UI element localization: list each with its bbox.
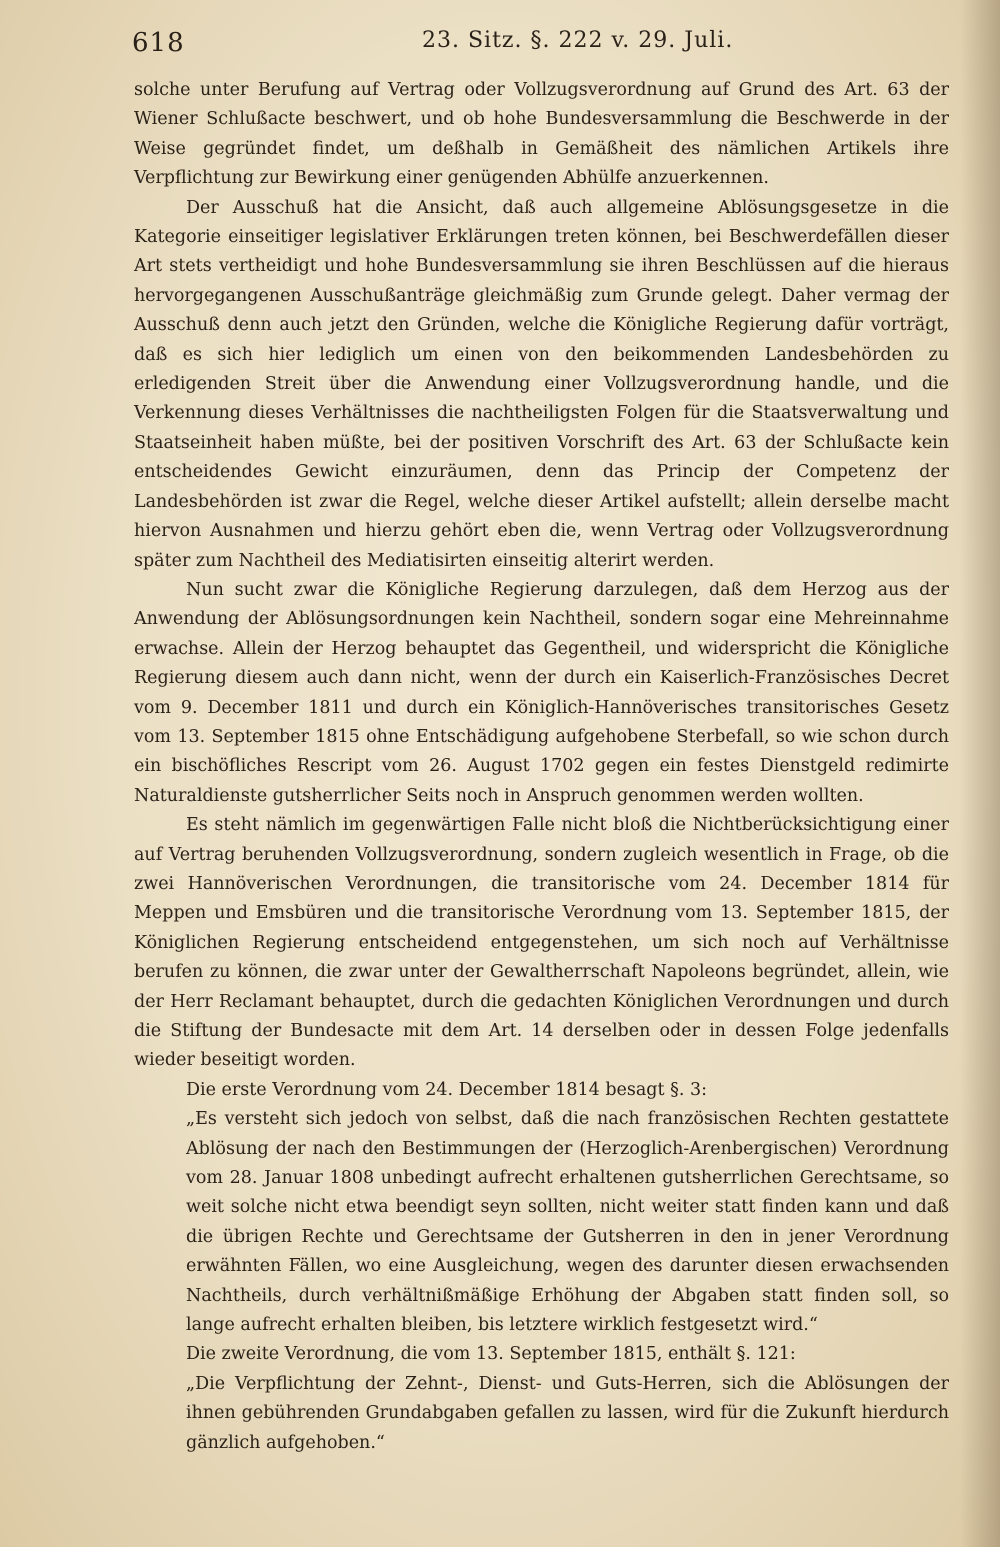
running-head: 23. Sitz. §. 222 v. 29. Juli. [422, 28, 734, 53]
paragraph-second-ordinance-intro: Die zweite Verordnung, die vom 13. September 1815, enthält §. 121: [186, 1344, 796, 1365]
quote-second-ordinance: „Die Verpflichtung der Zehnt-, Dienst- und Guts-Herren, sich die Ablösungen der ihnen gebührenden Grundabgaben gefallen zu lassen, wird für die Zukunft hierdurch gänzlich aufgehoben.“ [186, 1373, 949, 1453]
quote-first-ordinance: „Es versteht sich jedoch von selbst, daß die nach französischen Rechten gestattete Ablösung der nach den Bestimmungen der (Herzoglich-Arenbergischen) Verordnung vom 28. Januar 1808 unbedingt aufrecht erhaltenen gutsherrlichen Gerechtsame, so weit solche nicht etwa beendigt seyn sollten, nicht weiter statt finden kann und daß die übrigen Rechte und Gerechtsame der Gutsherren in den in jener Verordnung erwähnten Fällen, wo eine Ausgleichung, wegen des darunter diesen erwachsenden Nachtheils, durch verhältnißmäßige Erhöhung der Abgaben statt finden soll, so lange aufrecht erhalten bleiben, bis letztere wirklich festgesetzt wird.“ [186, 1109, 949, 1336]
paragraph-committee-view: Der Ausschuß hat die Ansicht, daß auch allgemeine Ablösungsgesetze in die Kategorie einseitiger legislativer Erklärungen treten können, bei Beschwerdefällen dieser Art stets vertheidigt und hohe Bundesversammlung sie ihren Beschlüssen auf die hieraus hervorgegangenen Ausschußanträge gleichmäßig zum Grunde gelegt. Daher vermag der Ausschuß denn auch jetzt den Gründen, welche die Königliche Regierung dafür vorträgt, daß es sich hier lediglich um einen von den beikommenden Landesbehörden zu erledigenden Streit über die Anwendung einer Vollzugsverordnung handle, und die Verkennung dieses Verhältnisses die nachtheiligsten Folgen für die Staatsverwaltung und Staatseinheit haben müßte, bei der positiven Vorschrift des Art. 63 der Schlußacte kein entscheidendes Gewicht einzuräumen, denn das Princip der Competenz der Landesbehörden ist zwar die Regel, welche dieser Artikel aufstellt; allein derselbe macht hiervon Ausnahmen und hierzu gehört eben die, wenn Vertrag oder Vollzugsverordnung später zum Nachtheil des Mediatisirten einseitig alterirt werden. [134, 197, 949, 571]
paragraph-question: Es steht nämlich im gegenwärtigen Falle nicht bloß die Nichtberücksichtigung einer auf Vertrag beruhenden Vollzugsverordnung, sondern zugleich wesentlich in Frage, ob die zwei Hannöverischen Verordnungen, die transitorische vom 24. December 1814 für Meppen und Emsbüren und die transitorische Verordnung vom 13. September 1815, der Königlichen Regierung entscheidend entgegenstehen, um sich noch auf Verhältnisse berufen zu können, die zwar unter der Gewaltherrschaft Napoleons begründet, allein, wie der Herr Reclamant behauptet, durch die gedachten Königlichen Verordnungen und durch die Stiftung der Bundesacte mit dem Art. 14 derselben oder in dessen Folge jedenfalls wieder beseitigt worden. [134, 815, 949, 1071]
paragraph-first-ordinance-intro: Die erste Verordnung vom 24. December 1814 besagt §. 3: [186, 1079, 708, 1100]
paragraph-continuation: solche unter Berufung auf Vertrag oder Vollzugsverordnung auf Grund des Art. 63 der Wiener Schlußacte beschwert, und ob hohe Bundesversammlung die Beschwerde in der Weise gegründet findet, um deßhalb in Gemäßheit des nämlichen Artikels ihre Verpflichtung zur Bewirkung einer genügenden Abhülfe anzuerkennen. [134, 80, 949, 189]
page-number: 618 [132, 28, 185, 58]
body-text [134, 76, 949, 1458]
page-spine-shadow [960, 0, 1000, 1547]
page-header [132, 28, 950, 64]
paragraph-government-argument: Nun sucht zwar die Königliche Regierung darzulegen, daß dem Herzog aus der Anwendung der Ablösungsordnungen kein Nachtheil, sondern sogar eine Mehreinnahme erwachse. Allein der Herzog behauptet das Gegentheil, und widerspricht die Königliche Regierung diesem auch dann nicht, wenn der durch ein Kaiserlich-Französisches Decret vom 9. December 1811 und durch ein Königlich-Hannöverisches transitorisches Gesetz vom 13. September 1815 ohne Entschädigung aufgehobene Sterbefall, so wie schon durch ein bischöfliches Rescript vom 26. August 1702 gegen ein festes Dienstgeld redimirte Naturaldienste gutsherrlicher Seits noch in Anspruch genommen werden wollten. [134, 579, 949, 806]
